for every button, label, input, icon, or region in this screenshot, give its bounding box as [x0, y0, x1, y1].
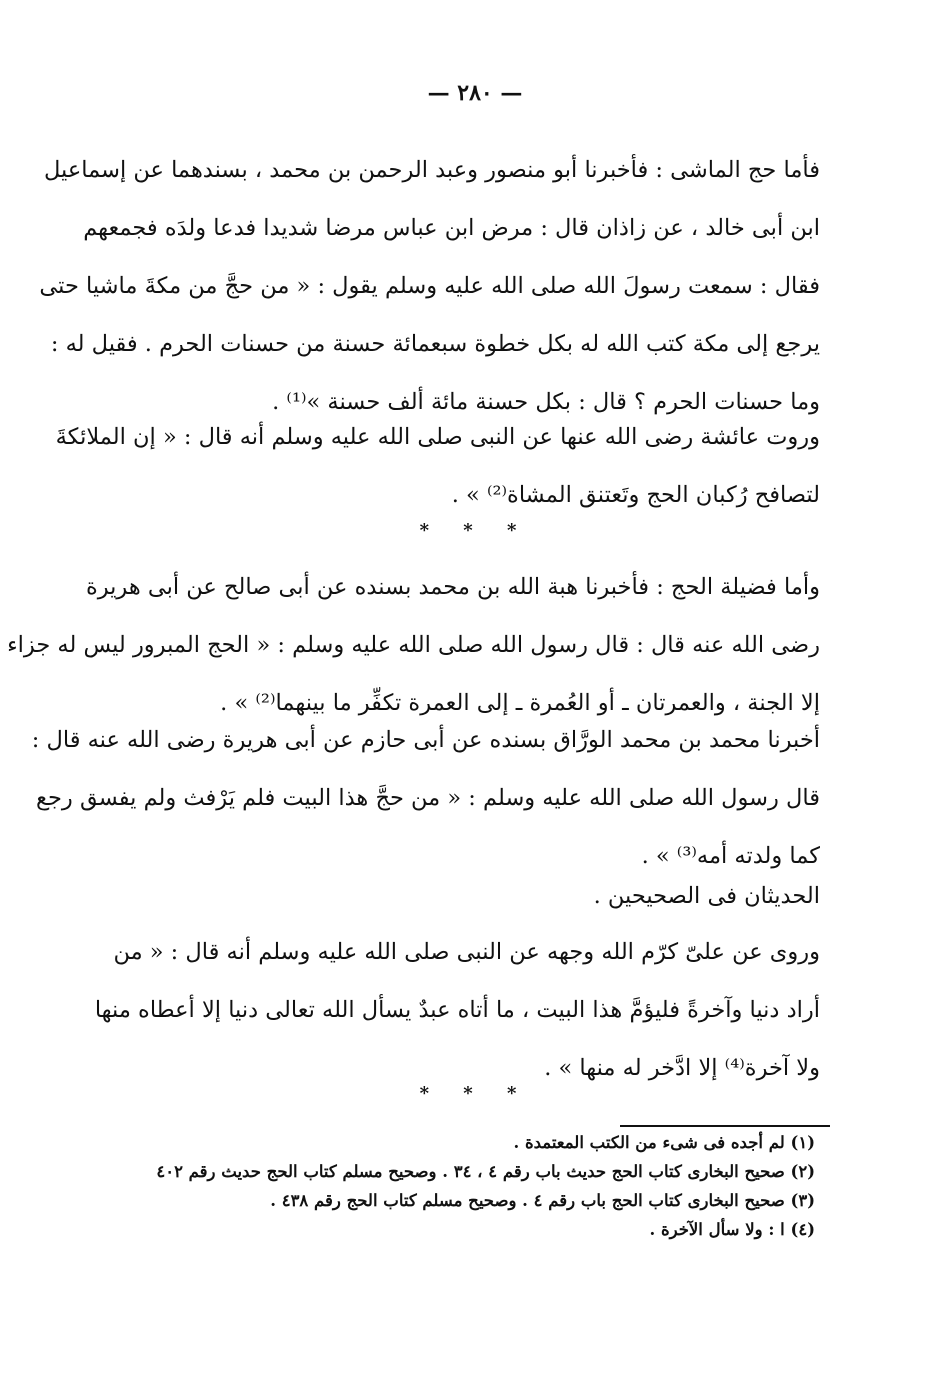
paragraph-ali-narration — [94, 923, 820, 1097]
text-line: لتصافح رُكبان الحج وتَعتنق المشاة⁽²⁾ » . — [451, 482, 820, 508]
text-line: فقال : سمعت رسولَ الله صلى الله عليه وسلم يقول : « من حجَّ من مكةَ ماشيا حتى — [39, 273, 820, 299]
text-line: وروى عن علىّ كرّم الله وجهه عن النبى صلى الله عليه وسلم أنه قال : « من — [113, 939, 820, 965]
paragraph-warraq-narration — [31, 711, 820, 885]
text-line: وأما فضيلة الحج : فأخبرنا هبة الله بن محمد بسنده عن أبى صالح عن أبى هريرة — [85, 574, 820, 600]
footnotes — [115, 1128, 815, 1244]
paragraph-sahihain-note — [120, 867, 820, 925]
text-line: ابن أبى خالد ، عن زاذان قال : مرض ابن عباس مرضا شديدا فدعا ولدَه فجمعهم — [83, 215, 820, 241]
text-line: وما حسنات الحرم ؟ قال : بكل حسنة مائة ألف حسنة »⁽¹⁾ . — [272, 389, 820, 415]
footnote-item: (١) لم أجده فى شىء من الكتب المعتمدة . — [513, 1133, 815, 1152]
text-line: فأما حج الماشى : فأخبرنا أبو منصور وعبد الرحمن بن محمد ، بسندهما عن إسماعيل — [44, 157, 820, 183]
text-line: ولا آخرة⁽⁴⁾ إلا ادَّخر له منها » . — [544, 1055, 820, 1081]
text-line: كما ولدته أمه⁽³⁾ » . — [641, 843, 820, 869]
text-line: إلا الجنة ، والعمرتان ـ أو العُمرة ـ إلى العمرة تكفِّر ما بينهما⁽²⁾ » . — [220, 690, 820, 716]
footnote-divider — [620, 1125, 830, 1127]
text-line: رضى الله عنه قال : قال رسول الله صلى الله عليه وسلم : « الحج المبرور ليس له جزاء — [7, 632, 820, 658]
text-line: أخبرنا محمد بن محمد الورَّاق بسنده عن أبى حازم عن أبى هريرة رضى الله عنه قال : — [31, 727, 820, 753]
paragraph-walking-hajj — [39, 141, 820, 431]
footnote-item: (٣) صحيح البخارى كتاب الحج باب رقم ٤ . وصحيح مسلم كتاب الحج رقم ٤٣٨ . — [270, 1191, 815, 1210]
text-line: الحديثان فى الصحيحين . — [593, 883, 820, 909]
section-separator: * * * — [419, 520, 531, 541]
text-line: أراد دنيا وآخرةً فليؤمَّ هذا البيت ، ما أتاه عبدٌ يسأل الله تعالى دنيا إلا أعطاه منها — [94, 997, 820, 1023]
paragraph-hajj-virtue — [7, 558, 820, 732]
page-number: — ٢٨٠ — — [427, 80, 523, 106]
text-line: يرجع إلى مكة كتب الله له بكل خطوة سبعمائة حسنة من حسنات الحرم . فقيل له : — [50, 331, 820, 357]
section-separator: * * * — [419, 1083, 531, 1104]
paragraph-aisha-narration — [55, 408, 820, 524]
text-line: وروت عائشة رضى الله عنها عن النبى صلى الله عليه وسلم أنه قال : « إن الملائكةَ — [55, 424, 820, 450]
text-line: قال رسول الله صلى الله عليه وسلم : « من حجَّ هذا البيت فلم يَرْفث ولم يفسق رجع — [36, 785, 820, 811]
footnote-item: (٤) ا : ولا سأل الآخرة . — [649, 1220, 815, 1239]
footnote-item: (٢) صحيح البخارى كتاب الحج حديث باب رقم ٤ ، ٣٤ . وصحيح مسلم كتاب الحج حديث رقم ٤٠٢ — [156, 1162, 815, 1181]
